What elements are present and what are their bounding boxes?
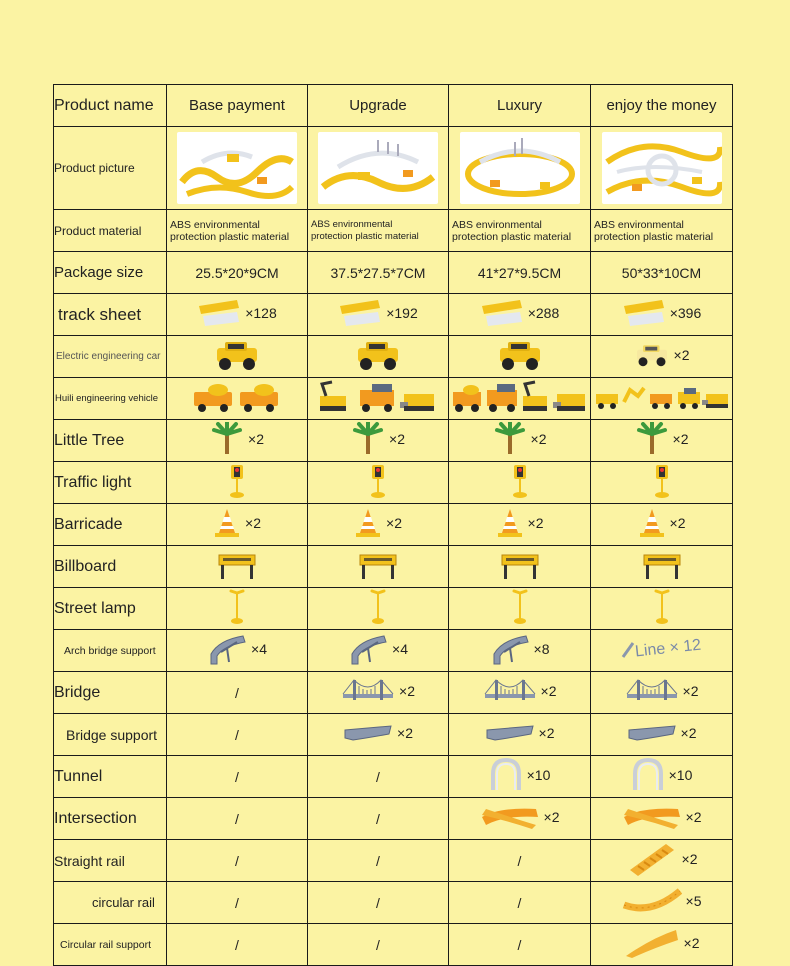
street-lamp-icon bbox=[227, 589, 247, 625]
track-sheet-qty: ×288 bbox=[527, 305, 560, 321]
track-sheet-icon bbox=[622, 298, 666, 328]
picture-row bbox=[54, 127, 733, 210]
traffic-light-icon bbox=[510, 463, 530, 499]
electric-car-qty: ×2 bbox=[673, 347, 690, 363]
arch-support-icon bbox=[348, 632, 388, 666]
circular-rail-qty: / bbox=[449, 882, 591, 924]
traffic-cone-icon bbox=[496, 507, 524, 539]
street-lamp-row bbox=[54, 588, 733, 630]
track-sheet-qty: ×192 bbox=[386, 305, 418, 321]
barricade-qty: ×2 bbox=[386, 515, 402, 531]
tier-upgrade-header: Upgrade bbox=[308, 85, 449, 127]
material-value: ABS environmental protection plastic material bbox=[311, 218, 419, 242]
track-sheet-qty: ×396 bbox=[669, 305, 702, 321]
bridge-label: Bridge bbox=[54, 672, 167, 714]
straight-rail-icon bbox=[626, 842, 678, 876]
bridge-qty: ×2 bbox=[399, 683, 415, 699]
traffic-cone-icon bbox=[213, 507, 241, 539]
palm-tree-icon bbox=[635, 422, 669, 456]
circular-support-qty: / bbox=[167, 924, 308, 966]
intersection-qty: ×2 bbox=[685, 809, 702, 825]
circular-support-qty: / bbox=[449, 924, 591, 966]
street-lamp-icon bbox=[368, 589, 388, 625]
tree-qty: ×2 bbox=[248, 431, 264, 447]
bridge-qty: / bbox=[167, 672, 308, 714]
yellow-suv-icon bbox=[213, 338, 261, 372]
tunnel-row bbox=[54, 756, 733, 798]
street-lamp-label: Street lamp bbox=[54, 588, 167, 630]
traffic-cone-icon bbox=[354, 507, 382, 539]
tunnel-qty: / bbox=[167, 756, 308, 798]
billboard-row bbox=[54, 546, 733, 588]
barricade-qty: ×2 bbox=[527, 515, 544, 531]
straight-rail-label: Straight rail bbox=[54, 840, 167, 882]
circular-support-icon bbox=[624, 928, 680, 958]
street-lamp-icon bbox=[652, 589, 672, 625]
product-picture-enjoy bbox=[602, 132, 722, 204]
circular-rail-label: circular rail bbox=[54, 882, 167, 924]
tunnel-icon bbox=[489, 758, 523, 792]
yellow-suv-icon bbox=[354, 338, 402, 372]
tree-row bbox=[54, 420, 733, 462]
traffic-cone-icon bbox=[638, 507, 666, 539]
bridge-row bbox=[54, 672, 733, 714]
barricade-qty: ×2 bbox=[245, 515, 261, 531]
bridge-support-qty: ×2 bbox=[397, 725, 413, 741]
bridge-support-row bbox=[54, 714, 733, 756]
tier-enjoy-header: enjoy the money bbox=[591, 85, 733, 127]
barricade-row bbox=[54, 504, 733, 546]
line-sketch-icon bbox=[621, 639, 635, 659]
suspension-bridge-icon bbox=[341, 676, 395, 706]
tunnel-qty: / bbox=[308, 756, 449, 798]
bridge-support-label: Bridge support bbox=[54, 714, 167, 756]
electric-car-label: Electric engineering car bbox=[54, 336, 167, 378]
intersection-label: Intersection bbox=[54, 798, 167, 840]
straight-rail-qty: / bbox=[449, 840, 591, 882]
yellow-suv-icon bbox=[496, 338, 544, 372]
palm-tree-icon bbox=[493, 422, 527, 456]
picture-label: Product picture bbox=[54, 127, 167, 210]
billboard-icon bbox=[640, 549, 684, 581]
track-sheet-icon bbox=[197, 298, 241, 328]
bridge-support-icon bbox=[485, 722, 535, 744]
barricade-label: Barricade bbox=[54, 504, 167, 546]
package-value: 25.5*20*9CM bbox=[167, 252, 308, 294]
billboard-label: Billboard bbox=[54, 546, 167, 588]
traffic-light-icon bbox=[652, 463, 672, 499]
bridge-support-qty: ×2 bbox=[680, 725, 697, 741]
construction-vehicles-icon bbox=[451, 380, 589, 414]
traffic-light-icon bbox=[227, 463, 247, 499]
circular-rail-qty: ×5 bbox=[685, 893, 702, 909]
huili-row bbox=[54, 378, 733, 420]
package-label: Package size bbox=[54, 252, 167, 294]
intersection-qty: ×2 bbox=[543, 809, 560, 825]
package-row bbox=[54, 252, 733, 294]
tree-qty: ×2 bbox=[389, 431, 405, 447]
suspension-bridge-icon bbox=[625, 676, 679, 706]
construction-vehicles-icon bbox=[316, 380, 440, 414]
product-picture-base bbox=[177, 132, 297, 204]
circular-support-row bbox=[54, 924, 733, 966]
package-value: 41*27*9.5CM bbox=[449, 252, 591, 294]
track-sheet-row bbox=[54, 294, 733, 336]
bridge-qty: ×2 bbox=[682, 683, 699, 699]
product-picture-luxury bbox=[460, 132, 580, 204]
bridge-qty: ×2 bbox=[540, 683, 557, 699]
arch-support-handwritten-qty: Line × 12 bbox=[634, 636, 703, 661]
arch-support-icon bbox=[207, 632, 247, 666]
traffic-light-icon bbox=[368, 463, 388, 499]
bridge-support-qty: ×2 bbox=[538, 725, 555, 741]
intersection-icon bbox=[622, 803, 682, 831]
straight-rail-qty: ×2 bbox=[681, 851, 698, 867]
palm-tree-icon bbox=[210, 422, 244, 456]
circular-support-qty: / bbox=[308, 924, 449, 966]
huili-label: Huili engineering vehicle bbox=[54, 378, 167, 420]
arch-support-qty: ×4 bbox=[392, 641, 408, 657]
track-sheet-icon bbox=[480, 298, 524, 328]
product-comparison-table bbox=[53, 84, 733, 966]
construction-vehicles-icon bbox=[594, 382, 730, 412]
circular-support-label: Circular rail support bbox=[54, 924, 167, 966]
product-picture-upgrade bbox=[318, 132, 438, 204]
package-value: 37.5*27.5*7CM bbox=[308, 252, 449, 294]
circular-rail-row bbox=[54, 882, 733, 924]
track-sheet-qty: ×128 bbox=[245, 305, 277, 321]
billboard-icon bbox=[215, 549, 259, 581]
traffic-light-label: Traffic light bbox=[54, 462, 167, 504]
circular-rail-qty: / bbox=[167, 882, 308, 924]
arch-support-icon bbox=[490, 632, 530, 666]
circular-rail-icon bbox=[622, 887, 682, 915]
circular-support-qty: ×2 bbox=[683, 935, 700, 951]
bridge-support-icon bbox=[627, 722, 677, 744]
billboard-icon bbox=[498, 549, 542, 581]
billboard-icon bbox=[356, 549, 400, 581]
material-value: ABS environmental protection plastic material bbox=[170, 218, 290, 243]
arch-support-qty: ×8 bbox=[533, 641, 550, 657]
bridge-support-icon bbox=[343, 722, 393, 744]
straight-rail-qty: / bbox=[167, 840, 308, 882]
intersection-icon bbox=[480, 803, 540, 831]
tree-label: Little Tree bbox=[54, 420, 167, 462]
tier-base-header: Base payment bbox=[167, 85, 308, 127]
circular-rail-qty: / bbox=[308, 882, 449, 924]
tunnel-qty: ×10 bbox=[526, 767, 551, 783]
product-name-header: Product name bbox=[54, 85, 167, 127]
tier-luxury-header: Luxury bbox=[449, 85, 591, 127]
arch-support-row bbox=[54, 630, 733, 672]
header-row bbox=[54, 85, 733, 127]
material-value: ABS environmental protection plastic material bbox=[594, 218, 714, 243]
construction-vehicles-icon bbox=[192, 380, 282, 414]
tunnel-label: Tunnel bbox=[54, 756, 167, 798]
arch-support-label: Arch bridge support bbox=[54, 630, 167, 672]
bridge-support-qty: / bbox=[167, 714, 308, 756]
straight-rail-qty: / bbox=[308, 840, 449, 882]
arch-support-qty: ×4 bbox=[251, 641, 267, 657]
intersection-qty: / bbox=[308, 798, 449, 840]
yellow-suv-icon bbox=[634, 340, 670, 370]
track-sheet-label: track sheet bbox=[54, 294, 167, 336]
suspension-bridge-icon bbox=[483, 676, 537, 706]
material-value: ABS environmental protection plastic material bbox=[452, 218, 572, 243]
tunnel-qty: ×10 bbox=[668, 767, 693, 783]
intersection-qty: / bbox=[167, 798, 308, 840]
material-label: Product material bbox=[54, 210, 167, 252]
palm-tree-icon bbox=[351, 422, 385, 456]
tree-qty: ×2 bbox=[672, 431, 689, 447]
electric-car-row bbox=[54, 336, 733, 378]
intersection-row bbox=[54, 798, 733, 840]
material-row bbox=[54, 210, 733, 252]
track-sheet-icon bbox=[338, 298, 382, 328]
tunnel-icon bbox=[631, 758, 665, 792]
street-lamp-icon bbox=[510, 589, 530, 625]
barricade-qty: ×2 bbox=[669, 515, 686, 531]
tree-qty: ×2 bbox=[530, 431, 547, 447]
package-value: 50*33*10CM bbox=[591, 252, 733, 294]
traffic-light-row bbox=[54, 462, 733, 504]
straight-rail-row bbox=[54, 840, 733, 882]
